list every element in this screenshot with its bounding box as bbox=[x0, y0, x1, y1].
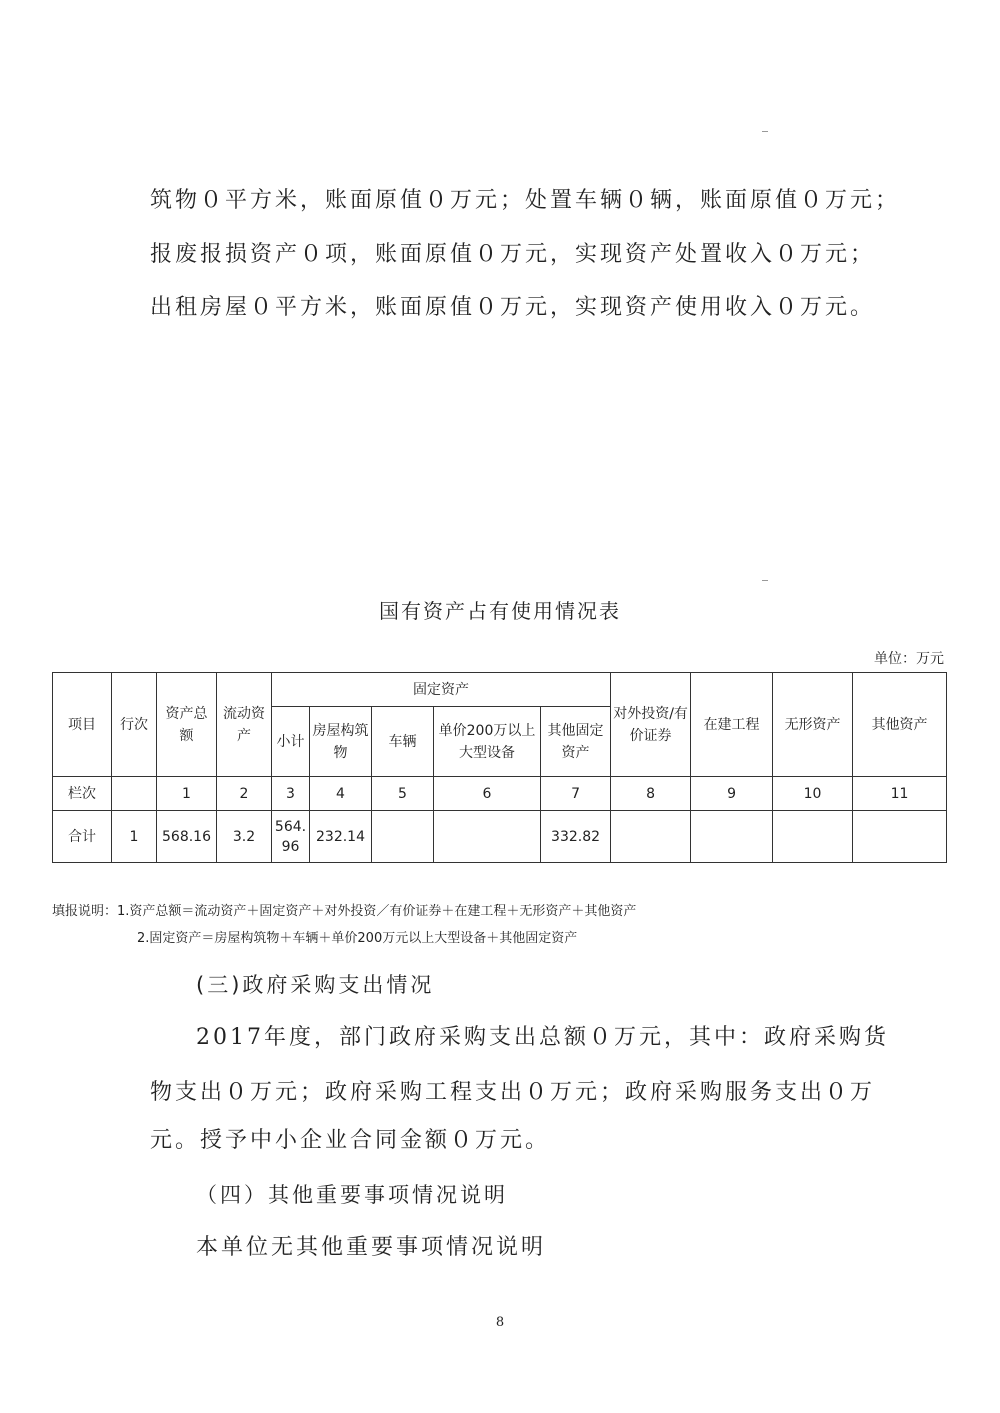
section3-line-2: 物支出０万元；政府采购工程支出０万元；政府采购服务支出０万 bbox=[150, 1080, 876, 1105]
buildings-value: 232.14 bbox=[310, 811, 372, 863]
section3-line-3: 元。授予中小企业合同金额０万元。 bbox=[150, 1128, 551, 1153]
scan-speck bbox=[762, 580, 768, 581]
header-vehicles: 车辆 bbox=[372, 707, 434, 777]
other-fixed-value: 332.82 bbox=[541, 811, 611, 863]
intro-line-2: 报废报损资产０项，账面原值０万元，实现资产处置收入０万元； bbox=[150, 242, 876, 267]
header-subtotal: 小计 bbox=[272, 707, 310, 777]
column-number: 10 bbox=[773, 777, 853, 811]
section4-heading: （四）其他重要事项情况说明 bbox=[196, 1183, 508, 1207]
vehicles-value bbox=[372, 811, 434, 863]
section3-line-1: 2017年度，部门政府采购支出总额０万元，其中：政府采购货 bbox=[196, 1025, 889, 1050]
construction-value bbox=[691, 811, 773, 863]
header-investment: 对外投资/有价证券 bbox=[611, 673, 691, 777]
column-number: 7 bbox=[541, 777, 611, 811]
page-number: 8 bbox=[495, 1315, 505, 1330]
header-large-equipment: 单价200万以上大型设备 bbox=[434, 707, 541, 777]
table-unit: 单位：万元 bbox=[874, 651, 944, 667]
column-number: 8 bbox=[611, 777, 691, 811]
column-number: 5 bbox=[372, 777, 434, 811]
column-number: 1 bbox=[157, 777, 217, 811]
column-number: 9 bbox=[691, 777, 773, 811]
header-fixed-assets: 固定资产 bbox=[272, 673, 611, 707]
subtotal-value: 564.96 bbox=[272, 811, 310, 863]
large-equipment-value bbox=[434, 811, 541, 863]
header-other-fixed: 其他固定资产 bbox=[541, 707, 611, 777]
intro-line-3: 出租房屋０平方米，账面原值０万元，实现资产使用收入０万元。 bbox=[150, 295, 876, 320]
asset-table bbox=[52, 672, 947, 863]
section4-body: 本单位无其他重要事项情况说明 bbox=[196, 1235, 547, 1260]
notes-formula-1: 1.资产总额＝流动资产＋固定资产＋对外投资／有价证券＋在建工程＋无形资产＋其他资产 bbox=[117, 904, 637, 919]
section3-heading: (三)政府采购支出情况 bbox=[196, 973, 435, 997]
column-number: 6 bbox=[434, 777, 541, 811]
column-number: 4 bbox=[310, 777, 372, 811]
total-row-label: 合计 bbox=[53, 811, 112, 863]
investment-value bbox=[611, 811, 691, 863]
header-row-no: 行次 bbox=[112, 673, 157, 777]
header-item: 项目 bbox=[53, 673, 112, 777]
notes-line-1 bbox=[52, 900, 636, 919]
header-construction: 在建工程 bbox=[691, 673, 773, 777]
header-buildings: 房屋构筑物 bbox=[310, 707, 372, 777]
header-total-assets: 资产总额 bbox=[157, 673, 217, 777]
current-assets-value: 3.2 bbox=[217, 811, 272, 863]
column-row-label: 栏次 bbox=[53, 777, 112, 811]
column-number: 2 bbox=[217, 777, 272, 811]
column-number: 3 bbox=[272, 777, 310, 811]
total-row-no: 1 bbox=[112, 811, 157, 863]
header-other-assets: 其他资产 bbox=[853, 673, 947, 777]
header-intangible: 无形资产 bbox=[773, 673, 853, 777]
scan-speck bbox=[762, 131, 768, 132]
notes-prefix: 填报说明： bbox=[52, 904, 118, 919]
intro-line-1: 筑物０平方米，账面原值０万元；处置车辆０辆，账面原值０万元； bbox=[150, 188, 901, 213]
intangible-value bbox=[773, 811, 853, 863]
table-title: 国有资产占有使用情况表 bbox=[379, 599, 621, 623]
column-number: 11 bbox=[853, 777, 947, 811]
column-row-blank bbox=[112, 777, 157, 811]
other-assets-value bbox=[853, 811, 947, 863]
header-current-assets: 流动资产 bbox=[217, 673, 272, 777]
notes-line-2: 2.固定资产＝房屋构筑物＋车辆＋单价200万元以上大型设备＋其他固定资产 bbox=[137, 931, 578, 946]
total-assets-value: 568.16 bbox=[157, 811, 217, 863]
